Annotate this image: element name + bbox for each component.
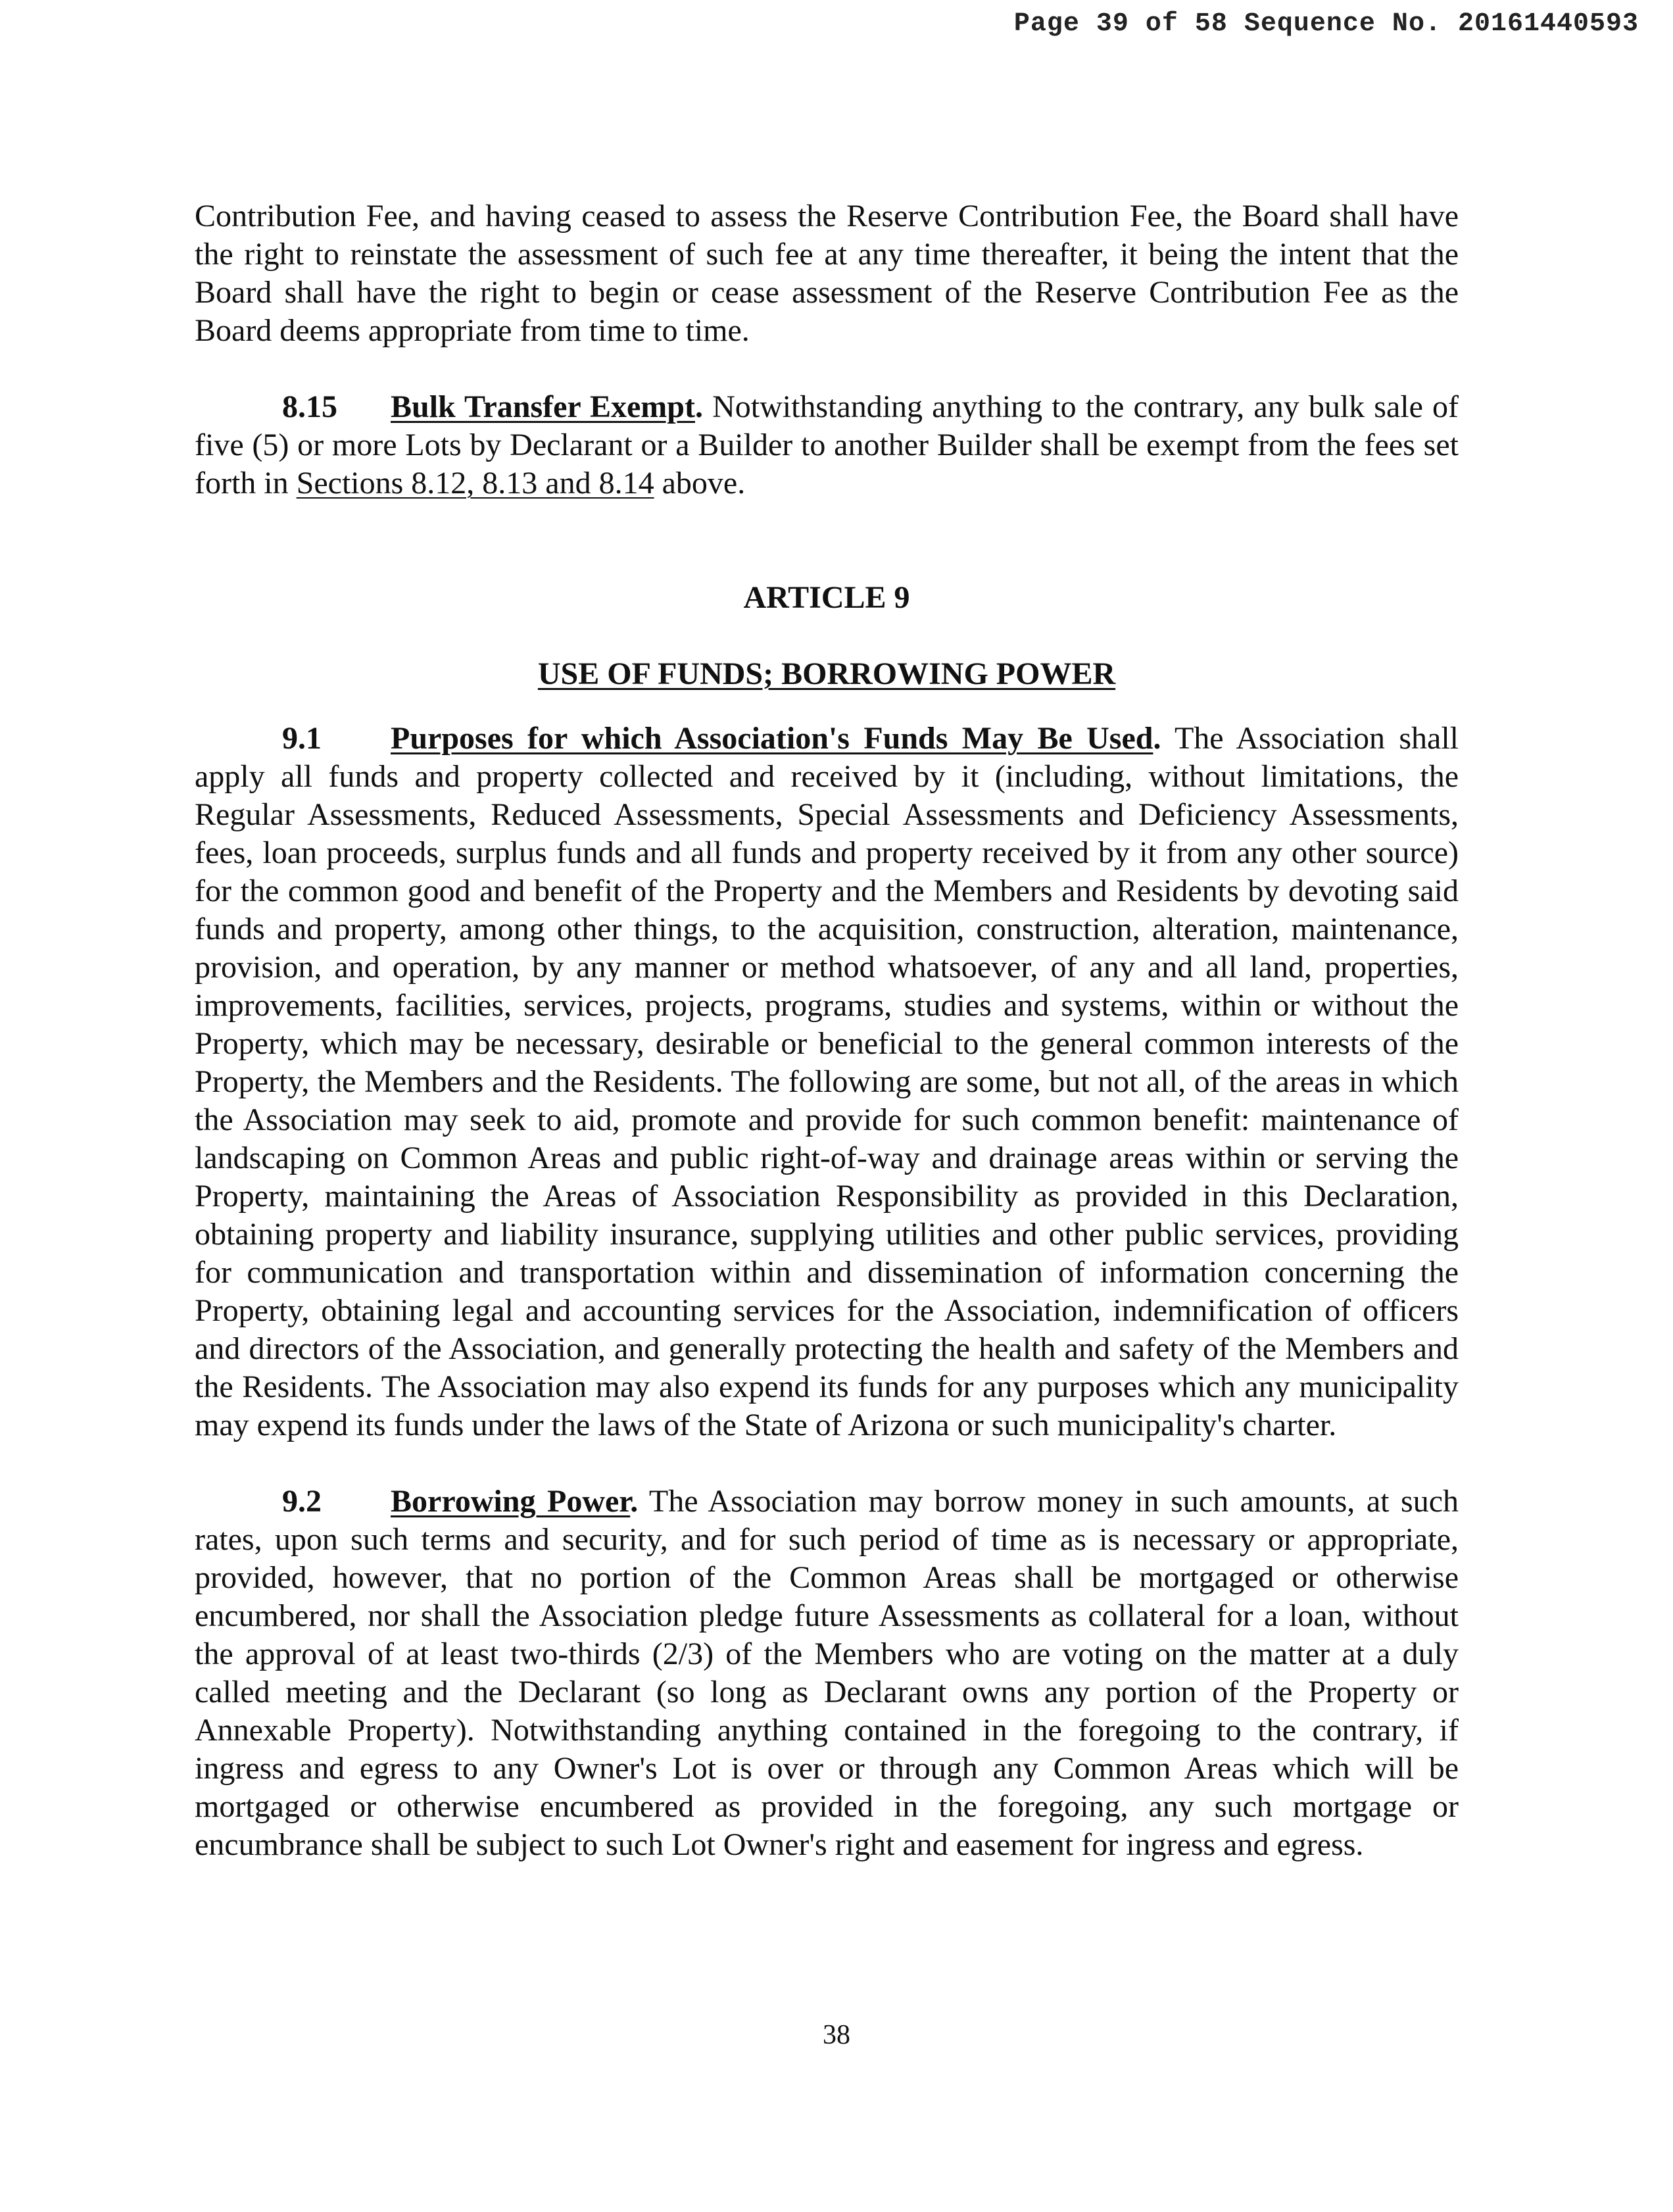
page-number: 38 xyxy=(823,2020,850,2050)
section-9-1 xyxy=(195,720,1459,1444)
section-body: The Association may borrow money in such amounts, at such rates, upon such terms and security, and for such period of time as is necessary or appropriate, provided, however, that no portion of the Common Areas shall be mortgaged or otherwise encumbered, nor shall the Association pledge future Assessments as collateral for a loan, without the approval of at least two-thirds (2/3) of the Members who are voting on the matter at a duly called meeting and the Declarant (so long as Declarant owns any portion of the Property or Annexable Property). Notwithstanding anything contained in the foregoing to the contrary, if ingress and egress to any Owner's Lot is over or through any Common Areas which will be mortgaged or otherwise encumbered as provided in the foregoing, any such mortgage or encumbrance shall be subject to such Lot Owner's right and easement for ingress and egress. xyxy=(195,1484,1459,1862)
section-8-15 xyxy=(195,388,1459,503)
continuation-paragraph: Contribution Fee, and having ceased to assess the Reserve Contribution Fee, the Board shall have the right to reinstate the assessment of such fee at any time thereafter, it being the intent that the Board shall have the right to begin or cease assessment of the Reserve Contribution Fee as the Board deems appropriate from time to time. xyxy=(195,199,1459,348)
section-title: Borrowing Power xyxy=(391,1484,631,1519)
section-number: 9.2 xyxy=(282,1484,322,1519)
section-number: 8.15 xyxy=(282,389,337,424)
article-label: ARTICLE 9 xyxy=(743,580,910,615)
section-body-end: above. xyxy=(654,466,746,501)
section-title: Purposes for which Association's Funds May Be Used xyxy=(391,721,1153,756)
page-header-stamp: Page 39 of 58 Sequence No. 20161440593 xyxy=(1013,9,1639,39)
section-9-2 xyxy=(195,1483,1459,1864)
section-body: The Association shall apply all funds and property collected and received by it (including, without limitations, the Regular Assessments, Reduced Assessments, Special Assessments and Deficiency Assessments, fees, loan proceeds, surplus funds and all funds and property received by it from any other source) for the common good and benefit of the Property and the Members and Residents by devoting said funds and property, among other things, to the acquisition, construction, alteration, maintenance, provision, and operation, by any manner or method whatsoever, of any and all land, properties, improvements, facilities, services, projects, programs, studies and systems, within or without the Property, which may be necessary, desirable or beneficial to the general common interests of the Property, the Members and the Residents. The following are some, but not all, of the areas in which the Association may seek to aid, promote and provide for such common benefit: maintenance of landscaping on Common Areas and public right-of-way and drainage areas within or serving the Property, maintaining the Areas of Association Responsibility as provided in this Declaration, obtaining property and liability insurance, supplying utilities and other public services, providing for communication and transportation within and dissemination of information concerning the Property, obtaining legal and accounting services for the Association, indemnification of officers and directors of the Association, and generally protecting the health and safety of the Members and the Residents. The Association may also expend its funds for any purposes which any municipality may expend its funds under the laws of the State of Arizona or such municipality's charter. xyxy=(195,721,1459,1442)
section-reference: Sections 8.12, 8.13 and 8.14 xyxy=(296,466,654,501)
section-body: Notwithstanding anything to the contrary, any bulk sale of five (5) or more Lots by Declarant or a Builder to another Builder shall be exempt from the fees set forth in xyxy=(195,389,1459,501)
document-body xyxy=(195,197,1459,1864)
section-title-period: . xyxy=(694,389,703,424)
section-number: 9.1 xyxy=(282,721,322,756)
section-title-period: . xyxy=(1153,721,1161,756)
article-title: USE OF FUNDS; BORROWING POWER xyxy=(537,656,1116,691)
section-title: Bulk Transfer Exempt xyxy=(391,389,695,424)
section-title-period: . xyxy=(630,1484,639,1519)
